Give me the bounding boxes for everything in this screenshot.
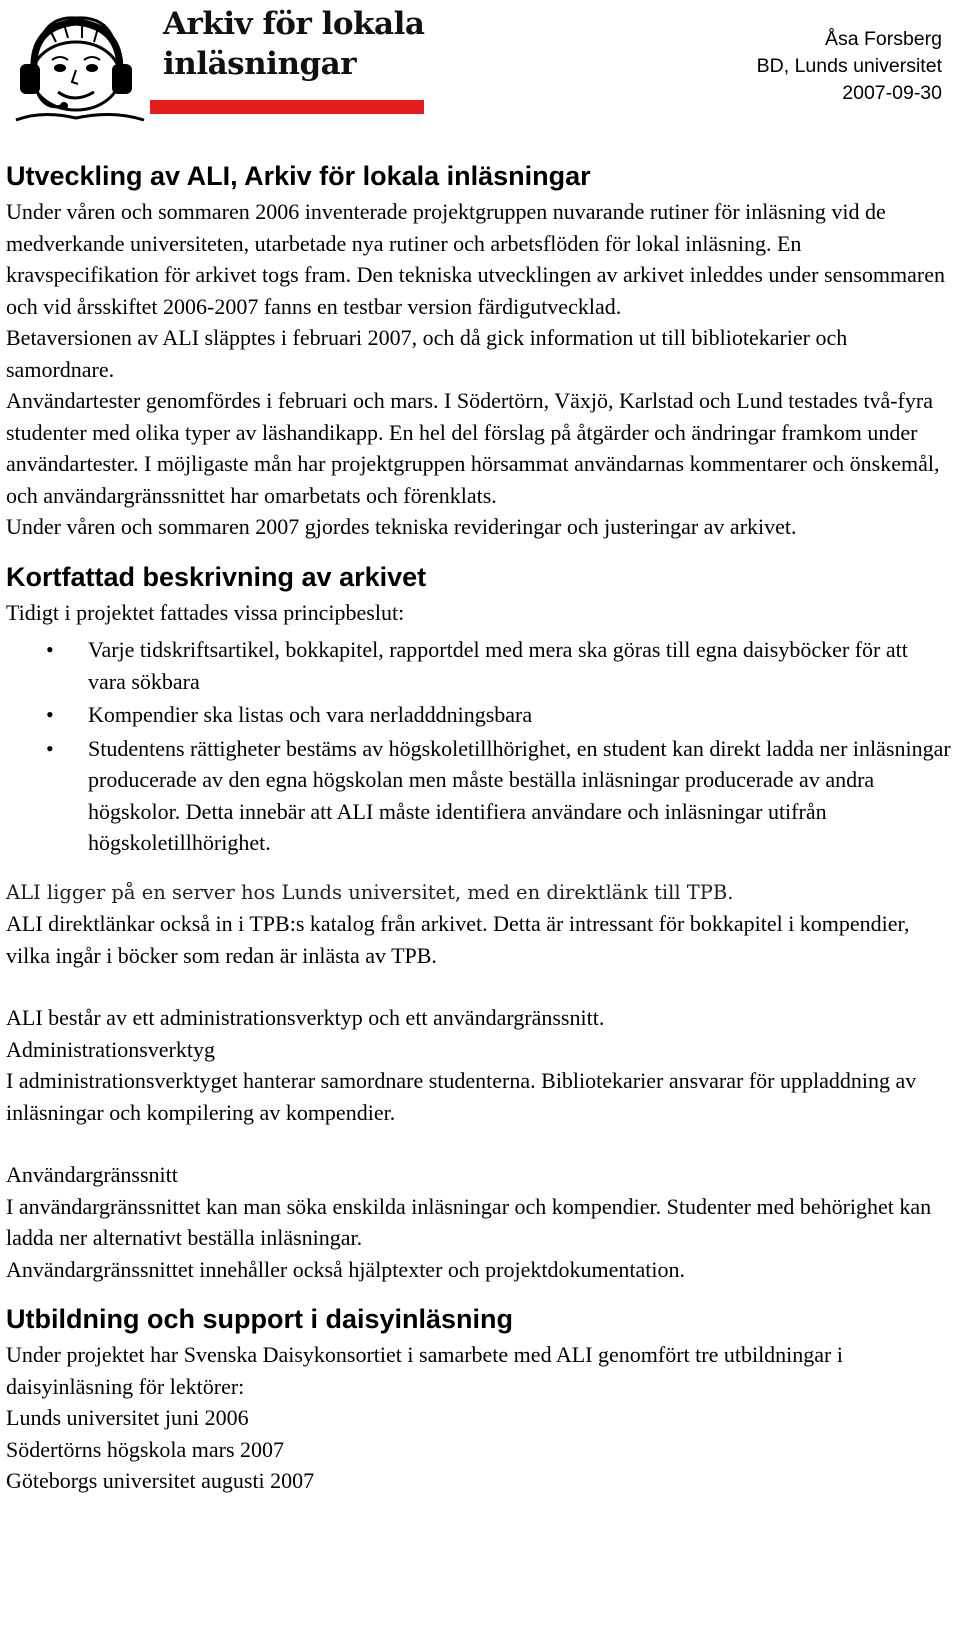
document-date: 2007-09-30: [842, 82, 942, 104]
list-item: Södertörns högskola mars 2007: [6, 1436, 285, 1462]
paragraph: Under projektet har Svenska Daisykonsortiet i samarbete med ALI genomfört tre utbildningar i daisyinläsning för lektörer:: [6, 1342, 843, 1399]
bullet-icon: •: [46, 735, 54, 761]
paragraph: ALI ligger på en server hos Lunds universitet, med en direktlänk till TPB.: [6, 880, 734, 904]
author-name: Åsa Forsberg: [824, 28, 942, 50]
author-block: [757, 26, 942, 107]
paragraph: ALI består av ett administrationsverktyp och ett användargränssnitt.: [6, 1005, 605, 1030]
logo-wordmark: [163, 6, 424, 82]
list-item: • Kompendier ska listas och vara nerladddningsbara: [6, 699, 951, 731]
list-item: • Studentens rättigheter bestäms av högskoletillhörighet, en student kan direkt ladda ner inläsningar producerade av den egna högskolan men måste beställa inläsningar producerade av andra högskolor. Detta innebär att ALI måste identifiera användare och inläsningar utifrån högskoletillhörighet.: [6, 733, 951, 859]
list-item: Göteborgs universitet augusti 2007: [6, 1468, 315, 1493]
bullet-icon: •: [46, 637, 54, 662]
paragraph: Under våren och sommaren 2006 inventerade projektgruppen nuvarande rutiner för inläsning vid de medverkande universiteten, utarbetade nya rutiner och arbetsflöden för lokal inläsning. En kravspecifikation för arkivet togs fram. Den tekniska utvecklingen av arkivet inleddes under sensommaren och vid årsskiftet 2006-2007 fanns en testbar version färdigutvecklad.: [6, 199, 945, 319]
subheading-ui: Användargränssnitt: [6, 1162, 178, 1187]
paragraph: I administrationsverktyget hanterar samordnare studenterna. Bibliotekarier ansvarar för uppladdning av inläsningar och kompilering av kompendier.: [6, 1068, 917, 1125]
paragraph: ALI direktlänkar också in i TPB:s katalog från arkivet. Detta är intressant för bokkapitel i kompendier, vilka ingår i böcker som redan är inlästa av TPB.: [6, 911, 910, 968]
list-item: Lunds universitet juni 2006: [6, 1405, 249, 1430]
section-heading-training: Utbildning och support i daisyinläsning: [6, 1304, 514, 1334]
logo-accent-bar: [150, 100, 424, 114]
paragraph: Användargränssnittet innehåller också hjälptexter och projektdokumentation.: [6, 1256, 685, 1282]
document-body: [6, 158, 951, 1497]
paragraph: Betaversionen av ALI släpptes i februari 2007, och då gick information ut till bibliotekarier och samordnare.: [6, 325, 848, 382]
paragraph: Tidigt i projektet fattades vissa principbeslut:: [6, 599, 405, 625]
section-heading-development: Utveckling av ALI, Arkiv för lokala inläsningar: [6, 161, 591, 191]
bullet-icon: •: [46, 702, 54, 727]
headphones-face-icon: [12, 6, 148, 124]
paragraph: Under våren och sommaren 2007 gjordes tekniska revideringar och justeringar av arkivet.: [6, 514, 797, 539]
author-affiliation: BD, Lunds universitet: [756, 55, 942, 77]
list-item: • Varje tidskriftsartikel, bokkapitel, rapportdel med mera ska göras till egna daisyböcker för att vara sökbara: [6, 634, 951, 697]
paragraph: Användartester genomfördes i februari och mars. I Södertörn, Växjö, Karlstad och Lund testades två-fyra studenter med olika typer av läshandikapp. En hel del förslag på åtgärder och ändringar framkom under användartester. I möjligaste mån har projektgruppen hörsammat användarnas kommentarer och önskemål, och användargränssnittet har omarbetats och förenklats.: [6, 388, 940, 508]
paragraph: I användargränssnittet kan man söka enskilda inläsningar och kompendier. Studenter med behörighet kan ladda ner alternativt beställa inläsningar.: [6, 1193, 932, 1250]
logo-line-2: inläsningar: [163, 46, 357, 82]
logo-line-1: Arkiv för lokala: [163, 6, 425, 42]
subheading-admin: Administrationsverktyg: [6, 1036, 215, 1062]
section-heading-description: Kortfattad beskrivning av arkivet: [6, 561, 427, 592]
principles-list: [6, 634, 951, 859]
